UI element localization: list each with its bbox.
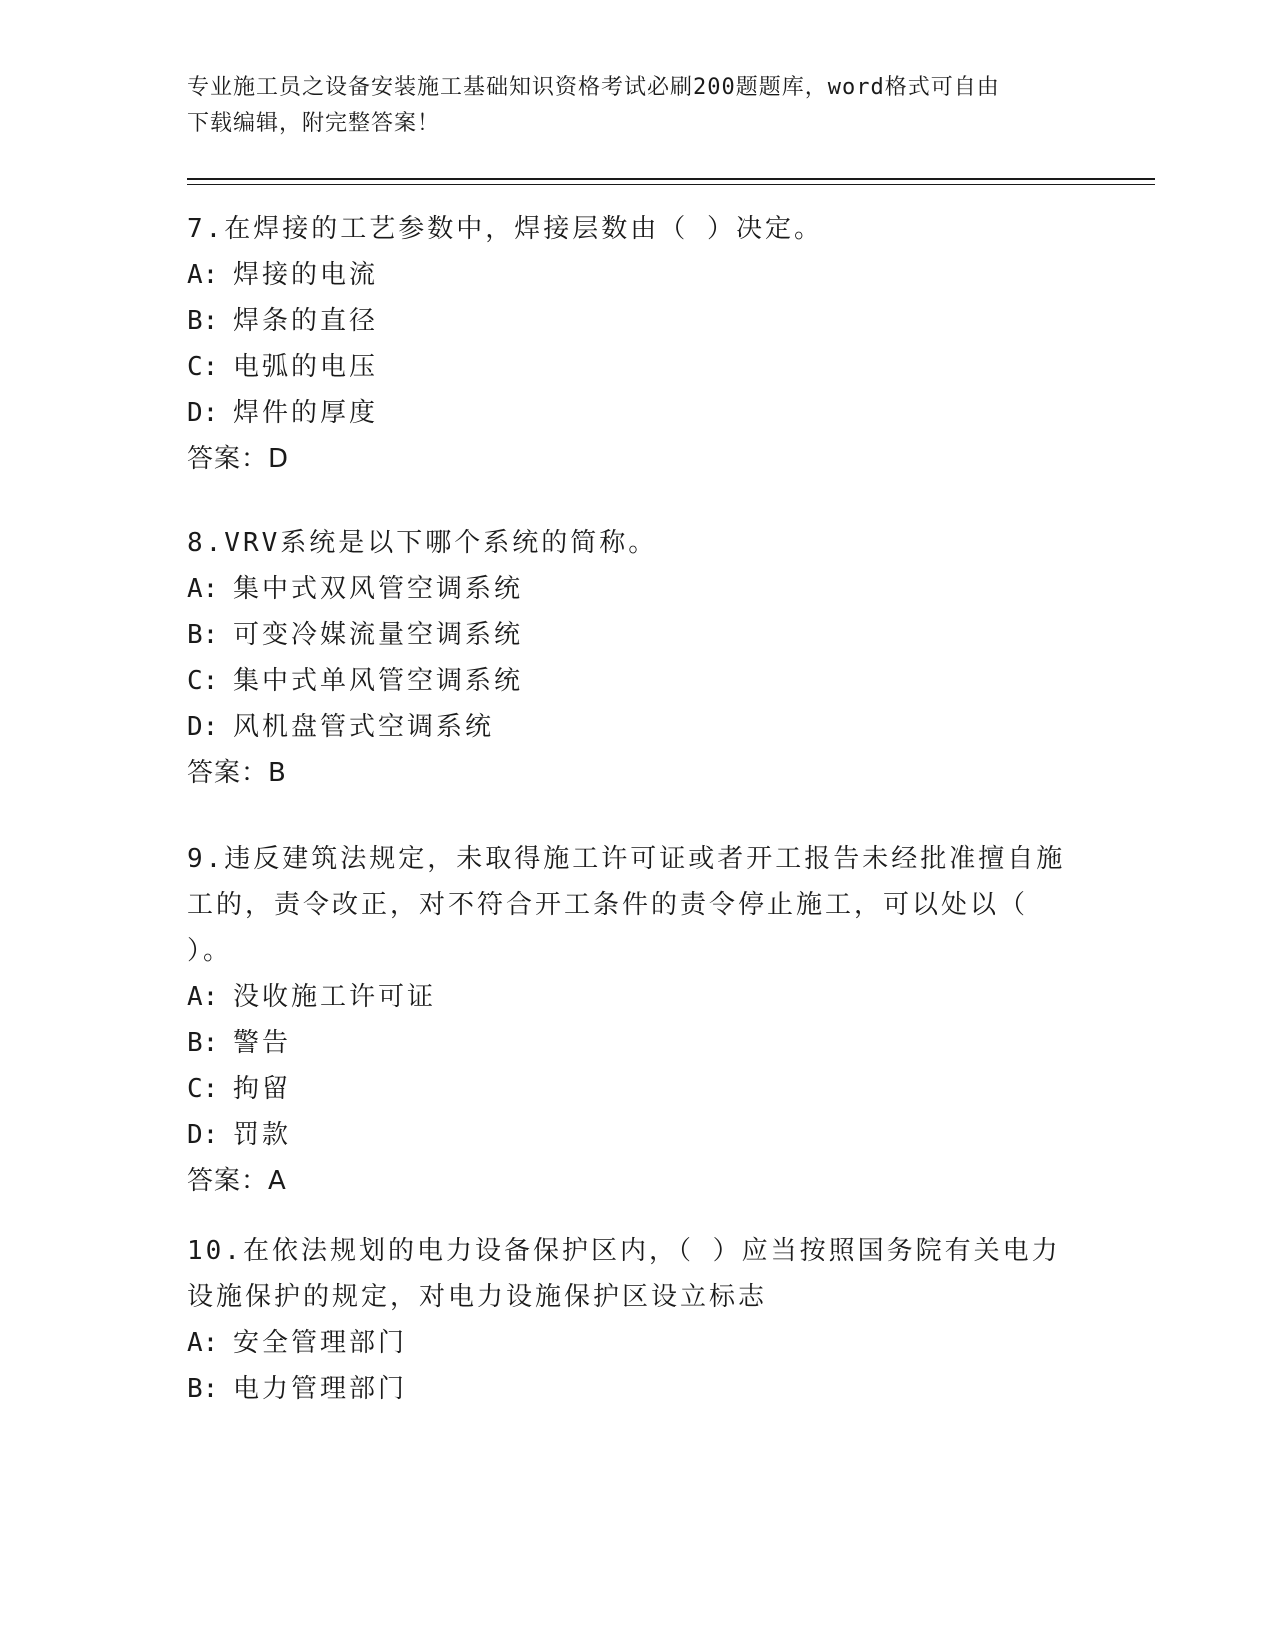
header-line-1: 专业施工员之设备安装施工基础知识资格考试必刷200题题库，word格式可自由: [187, 75, 1000, 100]
header-rule-thick: [187, 178, 1155, 180]
option-key: D:: [187, 712, 219, 742]
option-b: [187, 1366, 1067, 1412]
question-stem: 9.违反建筑法规定，未取得施工许可证或者开工报告未经批准擅自施工的，责令改正，对不符合开工条件的责令停止施工，可以处以（ ）。: [187, 844, 1066, 966]
option-a: [187, 252, 1067, 298]
option-text: 焊条的直径: [233, 306, 379, 336]
option-a: [187, 1320, 1067, 1366]
option-c: [187, 344, 1067, 390]
option-key: B:: [187, 306, 219, 336]
question-9: [187, 836, 1067, 1204]
answer-label: 答案：B: [187, 758, 287, 788]
question-stem: 7.在焊接的工艺参数中，焊接层数由（ ）决定。: [187, 214, 823, 244]
option-key: D:: [187, 398, 219, 428]
option-c: [187, 1066, 1067, 1112]
answer-label: 答案：D: [187, 444, 290, 474]
option-text: 电力管理部门: [233, 1374, 408, 1404]
option-key: C:: [187, 352, 219, 382]
question-10: [187, 1228, 1067, 1412]
option-text: 没收施工许可证: [233, 982, 437, 1012]
option-key: A:: [187, 982, 219, 1012]
header-line-2: 下载编辑，附完整答案！: [187, 111, 441, 136]
option-b: [187, 298, 1067, 344]
option-key: C:: [187, 1074, 219, 1104]
option-key: A:: [187, 260, 219, 290]
option-text: 安全管理部门: [233, 1328, 408, 1358]
option-key: B:: [187, 620, 219, 650]
option-text: 拘留: [233, 1074, 292, 1104]
option-key: B:: [187, 1374, 219, 1404]
option-text: 焊件的厚度: [233, 398, 379, 428]
option-c: [187, 658, 1067, 704]
option-a: [187, 566, 1067, 612]
question-stem: 8.VRV系统是以下哪个系统的简称。: [187, 528, 658, 558]
option-key: D:: [187, 1120, 219, 1150]
option-d: [187, 390, 1067, 436]
question-8: [187, 520, 1067, 796]
option-a: [187, 974, 1067, 1020]
option-text: 焊接的电流: [233, 260, 379, 290]
option-b: [187, 1020, 1067, 1066]
option-text: 警告: [233, 1028, 292, 1058]
option-text: 罚款: [233, 1120, 292, 1150]
option-key: A:: [187, 574, 219, 604]
answer-label: 答案：A: [187, 1166, 287, 1196]
document-header: [187, 70, 1087, 142]
option-text: 电弧的电压: [233, 352, 379, 382]
option-text: 可变冷媒流量空调系统: [233, 620, 524, 650]
option-b: [187, 612, 1067, 658]
option-text: 风机盘管式空调系统: [233, 712, 495, 742]
option-key: A:: [187, 1328, 219, 1358]
question-stem: 10.在依法规划的电力设备保护区内，（ ）应当按照国务院有关电力设施保护的规定，对电力设施保护区设立标志: [187, 1236, 1061, 1312]
option-d: [187, 704, 1067, 750]
option-key: C:: [187, 666, 219, 696]
option-text: 集中式单风管空调系统: [233, 666, 524, 696]
option-text: 集中式双风管空调系统: [233, 574, 524, 604]
option-d: [187, 1112, 1067, 1158]
header-rule-thin: [187, 184, 1155, 185]
question-7: [187, 206, 1067, 482]
option-key: B:: [187, 1028, 219, 1058]
